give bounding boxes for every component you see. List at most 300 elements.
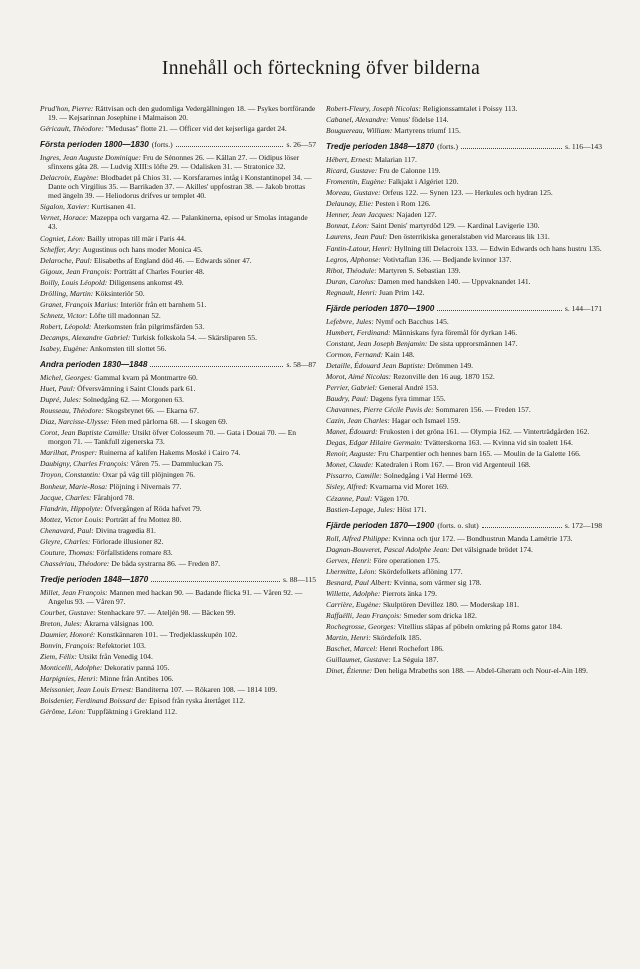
- artist-name: Chassériau, Théodore:: [40, 558, 110, 568]
- index-entry: [40, 652, 316, 661]
- artwork-list: Drömmen 149.: [425, 360, 474, 370]
- artist-name: Gleyre, Charles:: [40, 536, 91, 546]
- artwork-list: Den heliga Mrabeths son 188. — Abdel-Gheram och Nour-el-Ain 189.: [372, 666, 588, 676]
- index-entry: [326, 210, 602, 219]
- artwork-list: Blodbadet på Chios 31. — Korsfararnes intåg i Konstantinopel 34. — Dante och Virgilius 35. — Barrikaden 37. — Akilles' uppfostran 38. — Jakob brottas med ängeln 39. — Heliodorus drifves ur templet 40.: [48, 173, 312, 201]
- section-title: Andra perioden 1830—1848: [40, 360, 148, 370]
- artwork-list: Fru de Sénonnes 26. — Källan 27. — Oidipus löser sfinxens gåta 28. — Ludvig XIII:s löfte 29. — Odalisken 31. — Stratonice 32.: [48, 153, 300, 172]
- artwork-list: Oxar på väg till plöjningen 76.: [100, 470, 196, 480]
- section-subtitle: (forts. o. slut): [437, 520, 479, 530]
- index-entry: [326, 317, 602, 326]
- artwork-list: Vägen 170.: [372, 493, 410, 503]
- artist-name: Diaz, Narcisse-Ulysse:: [40, 417, 110, 427]
- artwork-list: Nymf och Bacchus 145.: [373, 316, 449, 326]
- section-heading: [40, 575, 316, 585]
- artwork-list: Hyllning till Delacroix 133. — Edwin Edwards och hans hustru 135.: [392, 243, 602, 253]
- artist-name: Dinet, Étienne:: [326, 666, 373, 676]
- artist-name: Delacroix, Eugène:: [40, 173, 99, 183]
- artist-name: Moreau, Gustave:: [326, 188, 381, 198]
- section-pages: s. 58—87: [286, 360, 316, 370]
- artist-name: Flandrin, Hippolyte:: [40, 503, 103, 513]
- artwork-list: Kurtisanen 41.: [89, 202, 136, 212]
- artwork-list: Åkrarna välsignas 100.: [82, 619, 154, 629]
- artist-name: Pissarro, Camille:: [326, 471, 382, 481]
- index-entry: [326, 394, 602, 403]
- index-entry: [40, 548, 316, 557]
- section-title: Första perioden 1800—1830: [40, 140, 149, 150]
- artist-name: Robert, Léopold:: [40, 321, 92, 331]
- artwork-list: Mannen med hackan 90. — Badande flicka 91. — Våren 92. — Angelus 93. — Våren 97.: [48, 587, 303, 606]
- index-entry: [40, 588, 316, 606]
- index-entry: [40, 537, 316, 546]
- index-entry: [40, 213, 316, 231]
- index-entry: [40, 482, 316, 491]
- artist-name: Millet, Jean François:: [40, 587, 108, 597]
- index-entry: [326, 288, 602, 297]
- artist-name: Chenavard, Paul:: [40, 525, 94, 535]
- index-entry: [326, 199, 602, 208]
- artist-name: Regnault, Henri:: [326, 287, 378, 297]
- artwork-list: Solnedgång i Val Hermé 169.: [381, 471, 473, 481]
- artwork-list: La Séguia 187.: [390, 655, 439, 665]
- artist-name: Cormon, Fernand:: [326, 349, 384, 359]
- artist-name: Troyon, Constantin:: [40, 470, 101, 480]
- index-entry: [40, 619, 316, 628]
- index-entry: [40, 515, 316, 524]
- artwork-list: Utsikt från Venedig 104.: [76, 652, 153, 662]
- artwork-list: Damen med handsken 140. — Uppvaknandet 141.: [376, 276, 531, 286]
- artwork-list: Skulptören Devillez 180. — Moderskap 181.: [381, 599, 519, 609]
- artist-name: Jacque, Charles:: [40, 492, 92, 502]
- index-entry: [326, 115, 602, 124]
- artist-name: Mottez, Victor Louis:: [40, 514, 104, 524]
- artist-name: Cazin, Jean Charles:: [326, 416, 390, 426]
- index-entry: [40, 395, 316, 404]
- artist-name: Couture, Thomas:: [40, 547, 95, 557]
- index-entry: [40, 322, 316, 331]
- index-entry: [326, 622, 602, 631]
- section-heading: [326, 304, 602, 314]
- artwork-list: Smeder som dricka 182.: [401, 610, 477, 620]
- index-entry: [40, 202, 316, 211]
- index-entry: [326, 244, 602, 253]
- index-entry: [326, 221, 602, 230]
- index-entry: [40, 696, 316, 705]
- dot-leader: [150, 366, 283, 367]
- index-entry: [326, 155, 602, 164]
- index-entry: [40, 608, 316, 617]
- artwork-list: Ruinerna af kalifen Hakems Moské i Cairo 74.: [97, 448, 241, 458]
- artwork-list: Vitellius släpas af pöbeln omkring på Roms gator 184.: [395, 621, 563, 631]
- artist-name: Schnetz, Victor:: [40, 310, 88, 320]
- artist-name: Géricault, Théodore:: [40, 124, 104, 134]
- artist-name: Legros, Alphonse:: [326, 254, 381, 264]
- section-subtitle: (forts.): [437, 142, 459, 152]
- dot-leader: [151, 581, 280, 582]
- artist-name: Bonnat, Léon:: [326, 221, 370, 231]
- index-entry: [40, 234, 316, 243]
- artwork-list: Fårahjord 78.: [91, 492, 135, 502]
- section-heading: [326, 521, 602, 531]
- artist-name: Courbet, Gustave:: [40, 607, 96, 617]
- index-entry: [40, 153, 316, 171]
- artwork-list: Kvinna och tjur 172. — Bondhustrun Manda Lamétrie 173.: [390, 533, 573, 543]
- artwork-list: Höst 171.: [395, 504, 427, 514]
- artwork-list: Rezonville den 16 aug. 1870 152.: [391, 371, 495, 381]
- section-pages: s. 88—115: [282, 574, 316, 584]
- artwork-list: Martyren S. Sebastian 139.: [376, 265, 461, 275]
- artist-name: Cézanne, Paul:: [326, 493, 373, 503]
- index-entry: [40, 173, 316, 200]
- artwork-list: Ankomsten till slottet 56.: [88, 343, 167, 353]
- artist-name: Chavannes, Pierre Cécile Puvis de:: [326, 405, 434, 415]
- artist-name: Ziem, Félix:: [40, 652, 77, 662]
- artwork-list: Saint Denis' martyrdöd 129. — Kardinal Lavigerie 130.: [369, 221, 540, 231]
- artist-name: Decamps, Alexandre Gabriel:: [40, 332, 131, 342]
- section-pages: s. 144—171: [564, 303, 602, 313]
- artwork-list: Öfversvämning i Saint Clouds park 61.: [75, 384, 196, 394]
- artist-name: Marilhat, Prosper:: [40, 448, 98, 458]
- index-entry: [40, 663, 316, 672]
- dot-leader: [482, 527, 562, 528]
- index-entry: [326, 416, 602, 425]
- index-entry: [40, 493, 316, 502]
- section-heading: [40, 360, 316, 370]
- index-entry: [326, 545, 602, 554]
- artwork-list: Mazeppa och vargarna 42. — Palankinerna, episod ur Smolas intagande 43.: [48, 213, 308, 232]
- index-entry: [40, 417, 316, 426]
- artist-name: Isabey, Eugène:: [40, 343, 89, 353]
- artist-name: Morot, Aimé Nicolas:: [326, 371, 392, 381]
- artist-name: Breton, Jules:: [40, 619, 83, 629]
- artist-name: Daubigny, Charles François:: [40, 459, 129, 469]
- artwork-list: Henri Rochefort 186.: [377, 644, 444, 654]
- index-entry: [326, 277, 602, 286]
- artist-name: Bonvin, François:: [40, 641, 95, 651]
- index-entry: [40, 333, 316, 342]
- artwork-list: Kvinna, som värmer sig 178.: [392, 577, 482, 587]
- artwork-list: Plöjning i Nivernais 77.: [107, 481, 182, 491]
- artwork-list: Diligensens ankomst 49.: [107, 277, 184, 287]
- artist-name: Delaunay, Elie:: [326, 199, 374, 209]
- artwork-list: Féen med pärlorna 68. — I skogen 69.: [109, 417, 228, 427]
- index-entry: [40, 256, 316, 265]
- artwork-list: Stenhackare 97. — Ateljén 98. — Bäcken 99.: [95, 607, 236, 617]
- index-entry: [326, 494, 602, 503]
- artwork-list: De båda systrarna 86. — Freden 87.: [109, 558, 221, 568]
- artwork-list: Rättvisan och den gudomliga Vedergällningen 18. — Psykes bortförande 19. — Kejsarinnan Josephine i Malmaison 20.: [48, 104, 316, 123]
- artist-name: Manet, Édouard:: [326, 427, 378, 437]
- artist-name: Carrière, Eugène:: [326, 599, 382, 609]
- index-entry: [40, 630, 316, 639]
- index-entry: [40, 428, 316, 446]
- section-pages: s. 172—198: [564, 520, 602, 530]
- left-column: [40, 104, 316, 718]
- artwork-list: Porträtt af Charles Fourier 48.: [111, 266, 205, 276]
- index-entry: [326, 589, 602, 598]
- artwork-list: Religionssamtalet i Poissy 113.: [420, 104, 518, 113]
- artist-name: Lefebvre, Jules:: [326, 316, 374, 326]
- artist-name: Constant, Jean Joseph Benjamin:: [326, 338, 428, 348]
- artist-name: Fantin-Latour, Henri:: [326, 243, 393, 253]
- artist-name: Guillaumet, Gustave:: [326, 655, 391, 665]
- section-title: Tredje perioden 1848—1870: [326, 142, 435, 152]
- artwork-list: Kvarnarna vid Moret 169.: [367, 482, 449, 492]
- index-entry: [326, 104, 602, 113]
- artwork-list: Refektoriet 103.: [94, 641, 146, 651]
- artwork-list: Pesten i Rom 126.: [373, 199, 431, 209]
- artist-name: Monticelli, Adolphe:: [40, 663, 103, 673]
- artwork-list: Banditerna 107. — Rökaren 108. — 1814 109.: [133, 685, 278, 695]
- index-entry: [326, 427, 602, 436]
- index-entry: [326, 578, 602, 587]
- artwork-list: Augustinus och hans moder Monica 45.: [80, 244, 203, 254]
- artist-name: Daumier, Honoré:: [40, 630, 96, 640]
- index-entry: [326, 405, 602, 414]
- index-entry: [40, 559, 316, 568]
- dot-leader: [437, 310, 562, 311]
- artist-name: Gérôme, Léon:: [40, 707, 86, 717]
- artwork-list: Löfte till madonnan 52.: [87, 310, 161, 320]
- artwork-list: Köksinteriör 50.: [93, 288, 145, 298]
- artist-name: Humbert, Ferdinand:: [326, 327, 391, 337]
- index-entry: [326, 482, 602, 491]
- artwork-list: Bailly utropas till mär i Paris 44.: [85, 233, 186, 243]
- artwork-list: Tuppfäktning i Grekland 112.: [85, 707, 178, 717]
- artist-name: Laurens, Jean Paul:: [326, 232, 388, 242]
- index-entry: [326, 655, 602, 664]
- index-entry: [40, 470, 316, 479]
- artist-name: Baudry, Paul:: [326, 394, 369, 404]
- index-entry: [40, 384, 316, 393]
- artist-name: Ingres, Jean Auguste Dominique:: [40, 153, 142, 163]
- index-entry: [326, 188, 602, 197]
- artwork-list: Minne från Antibes 106.: [97, 674, 174, 684]
- artist-name: Henner, Jean Jacques:: [326, 210, 395, 220]
- index-entry: [326, 644, 602, 653]
- index-entry: [326, 666, 602, 675]
- artwork-list: Före operationen 175.: [371, 555, 441, 565]
- artwork-list: Återkomsten från pilgrimsfärden 53.: [91, 321, 205, 331]
- artwork-list: Den österrikiska generalstaben vid Marceaus lik 131.: [387, 232, 550, 242]
- artwork-list: "Medusas" flotte 21. — Officer vid det kejserliga gardet 24.: [103, 124, 287, 134]
- index-entry: [40, 526, 316, 535]
- index-entry: [326, 361, 602, 370]
- artist-name: Sigalon, Xavier:: [40, 202, 90, 212]
- index-entry: [40, 124, 316, 133]
- section-heading: [40, 140, 316, 150]
- artist-name: Rousseau, Théodore:: [40, 406, 104, 416]
- section-pages: s. 116—143: [565, 142, 602, 152]
- index-entry: [326, 232, 602, 241]
- artist-name: Gervex, Henri:: [326, 555, 372, 565]
- index-entry: [326, 177, 602, 186]
- index-entry: [326, 534, 602, 543]
- index-entry: [326, 266, 602, 275]
- artist-name: Besnard, Paul Albert:: [326, 577, 393, 587]
- artwork-list: Konstkännaren 101. — Tredjeklasskupén 102.: [95, 630, 238, 640]
- artist-name: Ricard, Gustave:: [326, 166, 378, 176]
- dot-leader: [461, 148, 562, 149]
- page-title: Innehåll och förteckning öfver bilderna: [161, 58, 481, 79]
- artwork-list: Gammal kvarn på Montmartre 60.: [92, 373, 198, 383]
- artist-name: Drölling, Martin:: [40, 288, 94, 298]
- artwork-list: Najaden 127.: [394, 210, 437, 220]
- artwork-list: Våren 75. — Dammluckan 75.: [128, 459, 224, 469]
- artist-name: Granet, François Marius:: [40, 299, 119, 309]
- artwork-list: Orfeus 122. — Synen 123. — Herkules och hydran 125.: [380, 188, 553, 198]
- artwork-list: Elisabeths af England död 46. — Edwards söner 47.: [92, 255, 252, 265]
- index-entry: [326, 471, 602, 480]
- artist-name: Huet, Paul:: [40, 384, 76, 394]
- artwork-list: Det välsignade brödet 174.: [449, 544, 533, 554]
- artwork-list: Dagens fyra timmar 155.: [368, 394, 446, 404]
- artist-name: Martin, Henri:: [326, 633, 371, 643]
- index-entry: [326, 339, 602, 348]
- section-subtitle: (forts.): [151, 140, 173, 150]
- index-entry: [326, 328, 602, 337]
- section-heading: [326, 142, 602, 152]
- artist-name: Rochegrosse, Georges:: [326, 621, 396, 631]
- artist-name: Dupré, Jules:: [40, 395, 82, 405]
- artist-name: Duran, Carolus:: [326, 276, 377, 286]
- artwork-list: Öfvergången af Röda hafvet 79.: [102, 503, 202, 513]
- artist-name: Baschet, Marcel:: [326, 644, 378, 654]
- index-entry: [326, 372, 602, 381]
- index-entry: [326, 567, 602, 576]
- dot-leader: [176, 146, 284, 147]
- artwork-list: Fru Charpentier och hennes barn 165. — Moulin de la Galette 166.: [376, 449, 581, 459]
- artist-name: Raffaëlli, Jean François:: [326, 610, 402, 620]
- artist-name: Roll, Alfred Philippe:: [326, 533, 391, 543]
- artist-name: Bouguereau, William:: [326, 126, 393, 136]
- artist-name: Bonheur, Marie-Rosa:: [40, 481, 108, 491]
- artwork-list: Divina tragœdia 81.: [93, 525, 156, 535]
- artwork-list: Skördefolk 185.: [370, 633, 422, 643]
- index-entry: [40, 311, 316, 320]
- artwork-list: Förlorade illusioner 82.: [90, 536, 164, 546]
- artist-name: Delaroche, Paul:: [40, 255, 93, 265]
- index-entry: [326, 600, 602, 609]
- artist-name: Renoir, Auguste:: [326, 449, 377, 459]
- index-entry: [326, 556, 602, 565]
- artwork-list: Förfallstidens romare 83.: [94, 547, 173, 557]
- index-entry: [40, 373, 316, 382]
- artist-name: Sisley, Alfred:: [326, 482, 368, 492]
- artist-name: Willette, Adolphe:: [326, 588, 381, 598]
- artwork-list: Utsikt öfver Colosseum 70. — Gata i Douai 70. — En morgon 71. — Tankfull zigenerska 73.: [48, 428, 297, 447]
- artist-name: Prud'hon, Pierre:: [40, 104, 94, 113]
- index-entry: [40, 641, 316, 650]
- index-entry: [40, 406, 316, 415]
- index-entry: [40, 685, 316, 694]
- artist-name: Scheffer, Ary:: [40, 244, 81, 254]
- artist-name: Robert-Fleury, Joseph Nicolas:: [326, 104, 421, 113]
- artwork-list: Falkjakt i Algériet 120.: [386, 177, 459, 187]
- artist-name: Cabanel, Alexandre:: [326, 115, 389, 125]
- artwork-list: Sommaren 156. — Freden 157.: [433, 405, 531, 415]
- index-entry: [40, 245, 316, 254]
- index-entry: [326, 633, 602, 642]
- artwork-list: Fru de Calonne 119.: [377, 166, 441, 176]
- index-entry: [40, 459, 316, 468]
- artwork-list: Skogsbrynet 66. — Ekarna 67.: [103, 406, 199, 416]
- artwork-list: Venus' födelse 114.: [388, 115, 449, 125]
- artist-name: Monet, Claude:: [326, 460, 374, 470]
- artist-name: Vernet, Horace:: [40, 213, 89, 223]
- artwork-list: Interiör från ett barnhem 51.: [118, 299, 207, 309]
- artist-name: Perrier, Gabriel:: [326, 383, 378, 393]
- index-entry: [326, 126, 602, 135]
- artist-name: Corot, Jean Baptiste Camille:: [40, 428, 131, 438]
- artist-name: Boisdenier, Ferdinand Boissard de:: [40, 696, 148, 706]
- index-entry: [40, 504, 316, 513]
- index-entry: [40, 344, 316, 353]
- index-entry: [326, 611, 602, 620]
- artist-name: Ribot, Théodule:: [326, 265, 377, 275]
- artist-name: Meissonier, Jean Louis Ernest:: [40, 685, 134, 695]
- index-entry: [40, 267, 316, 276]
- artist-name: Fromentin, Eugène:: [326, 177, 387, 187]
- index-entry: [326, 255, 602, 264]
- artist-name: Harpignies, Henri:: [40, 674, 98, 684]
- artwork-list: Votivtaflan 136. — Bedjande kvinnor 137.: [380, 254, 512, 264]
- right-column: [326, 104, 602, 718]
- index-entry: [40, 289, 316, 298]
- artist-name: Dagnan-Bouveret, Pascal Adolphe Jean:: [326, 544, 450, 554]
- artwork-list: De sista upprorsmännen 147.: [427, 338, 518, 348]
- artist-name: Degas, Edgar Hilaire Germain:: [326, 438, 423, 448]
- artwork-list: Katedralen i Rom 167. — Bron vid Argenteuil 168.: [373, 460, 531, 470]
- section-title: Fjärde perioden 1870—1900: [326, 303, 435, 313]
- artwork-list: Solnedgång 62. — Morgonen 63.: [81, 395, 184, 405]
- artwork-list: Episod från ryska återtåget 112.: [147, 696, 245, 706]
- index-entry: [326, 350, 602, 359]
- index-entry: [326, 166, 602, 175]
- artwork-list: Kain 148.: [383, 349, 415, 359]
- artist-name: Cogniet, Léon:: [40, 233, 86, 243]
- artwork-list: Pierrots änka 179.: [380, 588, 437, 598]
- columns: [40, 104, 602, 718]
- artist-name: Gigoux, Jean François:: [40, 266, 112, 276]
- index-entry: [326, 505, 602, 514]
- section-title: Fjärde perioden 1870—1900: [326, 520, 435, 530]
- index-entry: [40, 448, 316, 457]
- artist-name: Hébert, Ernest:: [326, 155, 373, 165]
- index-entry: [40, 104, 316, 122]
- artwork-list: Juan Prim 142.: [377, 287, 425, 297]
- index-entry: [40, 300, 316, 309]
- artist-name: Lhermitte, Léon:: [326, 566, 377, 576]
- artwork-list: General André 153.: [377, 383, 439, 393]
- artwork-list: Dekorativ panná 105.: [102, 663, 170, 673]
- artwork-list: Tvätterskorna 163. — Kvinna vid sin toalett 164.: [422, 438, 573, 448]
- index-entry: [40, 707, 316, 716]
- artwork-list: Martyrens triumf 115.: [392, 126, 461, 136]
- artist-name: Detaille, Édouard Jean Baptiste:: [326, 360, 426, 370]
- index-entry: [326, 438, 602, 447]
- artwork-list: Hagar och Ismael 159.: [389, 416, 461, 426]
- index-entry: [40, 278, 316, 287]
- index-entry: [326, 383, 602, 392]
- index-entry: [40, 674, 316, 683]
- artist-name: Bastien-Lepage, Jules:: [326, 504, 396, 514]
- artwork-list: Turkisk folkskola 54. — Skärsliparen 55.: [130, 332, 257, 342]
- artist-name: Boilly, Louis Léopold:: [40, 277, 108, 287]
- artwork-list: Porträtt af fru Mottez 80.: [103, 514, 182, 524]
- index-entry: [326, 449, 602, 458]
- artwork-list: Malarian 117.: [372, 155, 417, 165]
